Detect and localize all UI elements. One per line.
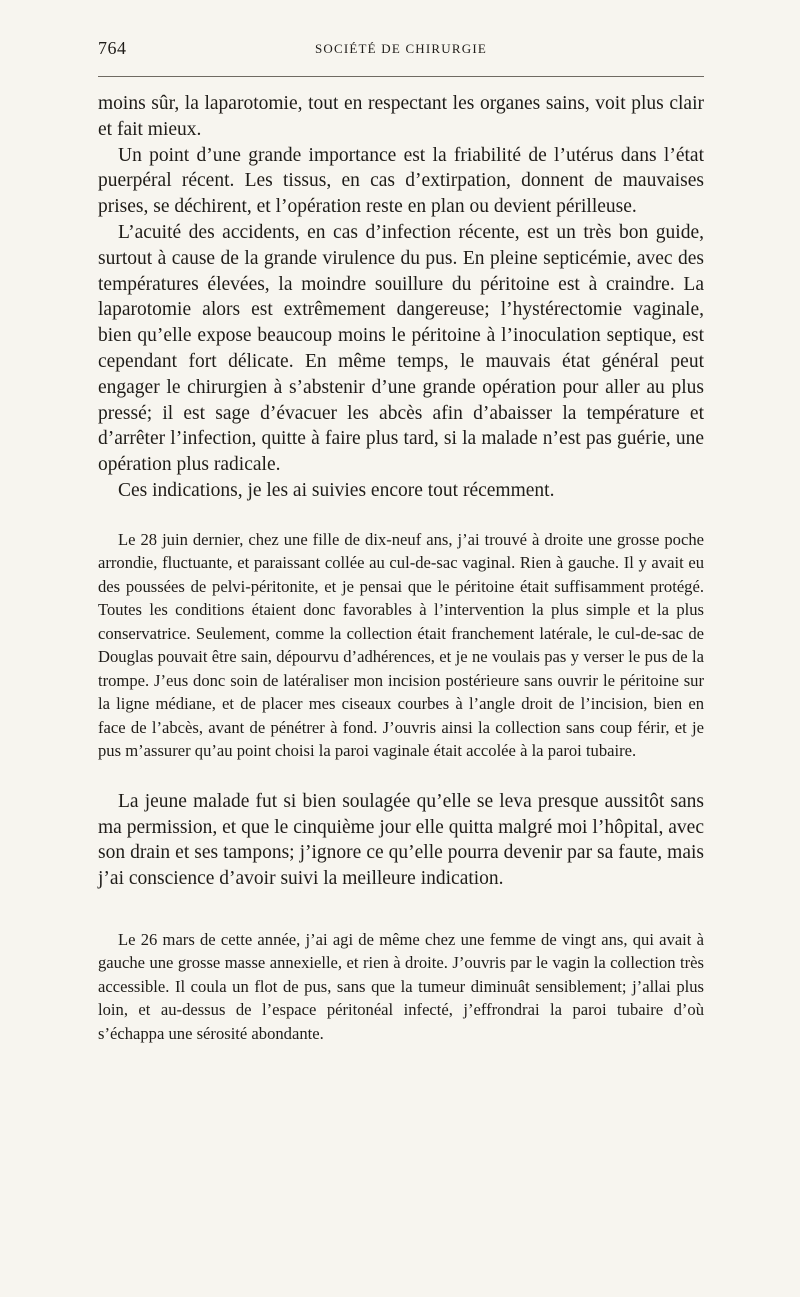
page-number: 764	[98, 38, 127, 58]
case-report-march: Le 26 mars de cette année, j’ai agi de même chez une femme de vingt ans, qui avait à gauche une grosse masse annexielle, et rien à droite. J’ouvris par le vagin la collection très accessible. Il coula un flot de pus, sans que la tumeur diminuât sensiblement; j’allai plus loin, et au-dessus de l’espace péritonéal infecté, j’effrondrai la paroi tubaire d’où s’échappa une sérosité abondante.	[98, 929, 704, 1043]
running-head: SOCIÉTÉ DE CHIRURGIE	[314, 41, 488, 56]
paragraph-outcome: La jeune malade fut si bien soulagée qu’elle se leva presque aussitôt sans ma permission, et que le cinquième jour elle quitta malgré moi l’hôpital, avec son drain et ses tampons; j’ignore ce qu’elle pourra devenir par sa faute, mais j’ai conscience d’avoir suivi la meilleure indication.	[98, 790, 704, 890]
paragraph-acuity: L’acuité des accidents, en cas d’infection récente, est un très bon guide, surtout à cause de la grande virulence du pus. En pleine septicémie, avec des températures élevées, la moindre souillure du péritoine est à craindre. La laparotomie alors est extrêmement dangereuse; l’hystérectomie vaginale, bien qu’elle expose beaucoup moins le péritoine à l’inoculation septique, est cependant fort délicate. En même temps, le mauvais état général peut engager le chirurgien à s’abstenir d’une grande opération pour aller au plus pressé; il est sage d’évacuer les abcès afin d’abaisser la température et d’arrêter l’infection, quitte à faire plus tard, si la malade n’est pas guérie, une opération plus radicale.	[98, 221, 704, 476]
page-body	[98, 91, 704, 1045]
page-header	[98, 38, 704, 58]
paragraph-friability: Un point d’une grande importance est la friabilité de l’utérus dans l’état puerpéral récent. Les tissus, en cas d’extirpation, donnent de mauvaises prises, se déchirent, et l’opération reste en plan ou devient périlleuse.	[98, 144, 704, 218]
case-report-june: Le 28 juin dernier, chez une fille de dix-neuf ans, j’ai trouvé à droite une grosse poche arrondie, fluctuante, et paraissant collée au cul-de-sac vaginal. Rien à gauche. Il y avait eu des poussées de pelvi-péritonite, et je pensai que le péritoine était suffisamment protégé. Toutes les conditions étaient donc favorables à l’intervention la plus simple et la plus conservatrice. Seulement, comme la collection était franchement latérale, le cul-de-sac de Douglas pouvait être sain, dépourvu d’adhérences, et je ne voulais pas y verser le pus de la trompe. J’eus donc soin de latéraliser mon incision postérieure sans ouvrir le péritoine sur la ligne médiane, et de placer mes ciseaux courbes à l’angle droit de l’incision, bien en face de l’abcès, avant de pénétrer à fond. J’ouvris ainsi la collection sans coup férir, et je pus m’assurer qu’au point choisi la paroi vaginale était accolée à la paroi tubaire.	[98, 529, 704, 761]
paragraph-indications: Ces indications, je les ai suivies encore tout récemment.	[118, 479, 555, 501]
header-rule	[98, 76, 704, 77]
paragraph-continuation: moins sûr, la laparotomie, tout en respectant les organes sains, voit plus clair et fait mieux.	[98, 93, 704, 140]
